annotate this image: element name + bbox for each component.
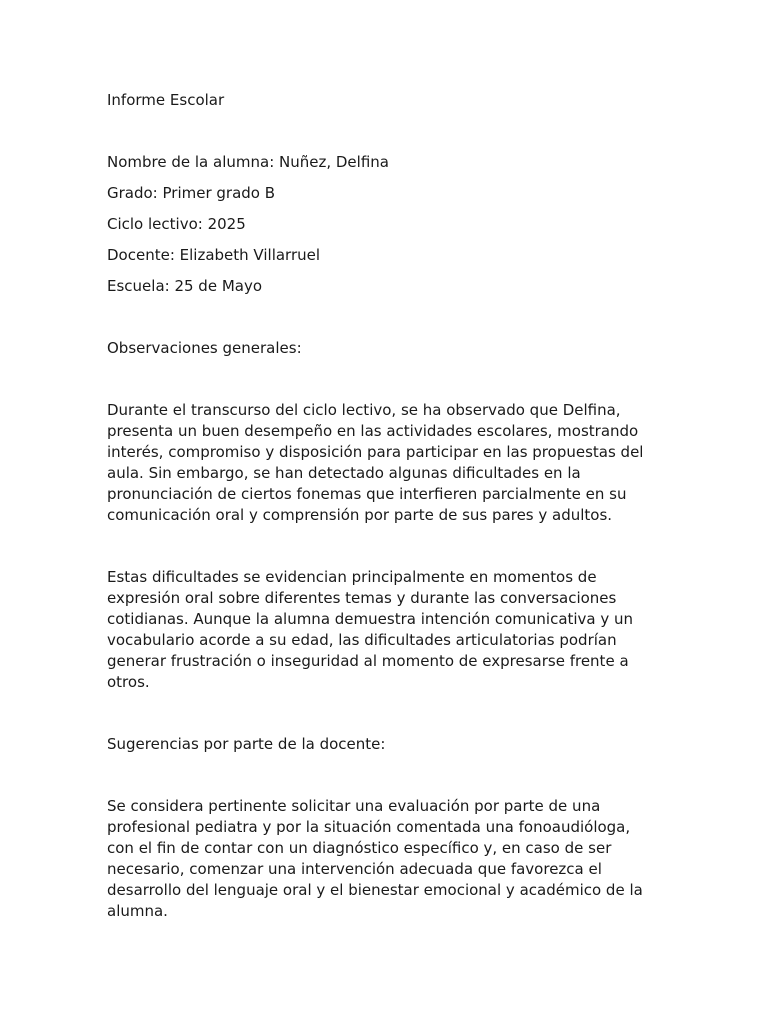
paragraph-line: con el fin de contar con un diagnóstico específico y, en caso de ser (107, 839, 612, 857)
paragraph-line: Estas dificultades se evidencian principalmente en momentos de (107, 568, 597, 586)
document-title: Informe Escolar (107, 91, 225, 109)
paragraph-line: otros. (107, 673, 150, 691)
paragraph-line: expresión oral sobre diferentes temas y durante las conversaciones (107, 589, 617, 607)
paragraph-line: pronunciación de ciertos fonemas que interfieren parcialmente en su (107, 485, 627, 503)
suggestions-paragraph (107, 796, 652, 922)
observations-paragraph-2 (107, 567, 652, 693)
paragraph-line: vocabulario acorde a su edad, las dificultades articulatorias podrían (107, 631, 617, 649)
paragraph-line: desarrollo del lenguaje oral y el bienestar emocional y académico de la (107, 881, 643, 899)
paragraph-line: comunicación oral y comprensión por parte de sus pares y adultos. (107, 506, 613, 524)
observations-paragraph-1 (107, 400, 652, 526)
paragraph-line: alumna. (107, 902, 168, 920)
paragraph-line: aula. Sin embargo, se han detectado algunas dificultades en la (107, 464, 581, 482)
paragraph-line: necesario, comenzar una intervención adecuada que favorezca el (107, 860, 602, 878)
paragraph-line: interés, compromiso y disposición para participar en las propuestas del (107, 443, 644, 461)
student-name-line: Nombre de la alumna: Nuñez, Delfina (107, 153, 389, 171)
teacher-line: Docente: Elizabeth Villarruel (107, 246, 321, 264)
suggestions-heading: Sugerencias por parte de la docente: (107, 735, 386, 753)
school-year-line: Ciclo lectivo: 2025 (107, 215, 246, 233)
school-line: Escuela: 25 de Mayo (107, 277, 263, 295)
paragraph-line: Durante el transcurso del ciclo lectivo, se ha observado que Delfina, (107, 401, 621, 419)
paragraph-line: presenta un buen desempeño en las actividades escolares, mostrando (107, 422, 639, 440)
paragraph-line: generar frustración o inseguridad al momento de expresarse frente a (107, 652, 629, 670)
document-page (107, 90, 652, 963)
paragraph-line: Se considera pertinente solicitar una evaluación por parte de una (107, 797, 601, 815)
paragraph-line: profesional pediatra y por la situación comentada una fonoaudióloga, (107, 818, 631, 836)
grade-line: Grado: Primer grado B (107, 184, 276, 202)
observations-heading: Observaciones generales: (107, 339, 302, 357)
student-info-block (107, 152, 652, 297)
paragraph-line: cotidianas. Aunque la alumna demuestra intención comunicativa y un (107, 610, 634, 628)
